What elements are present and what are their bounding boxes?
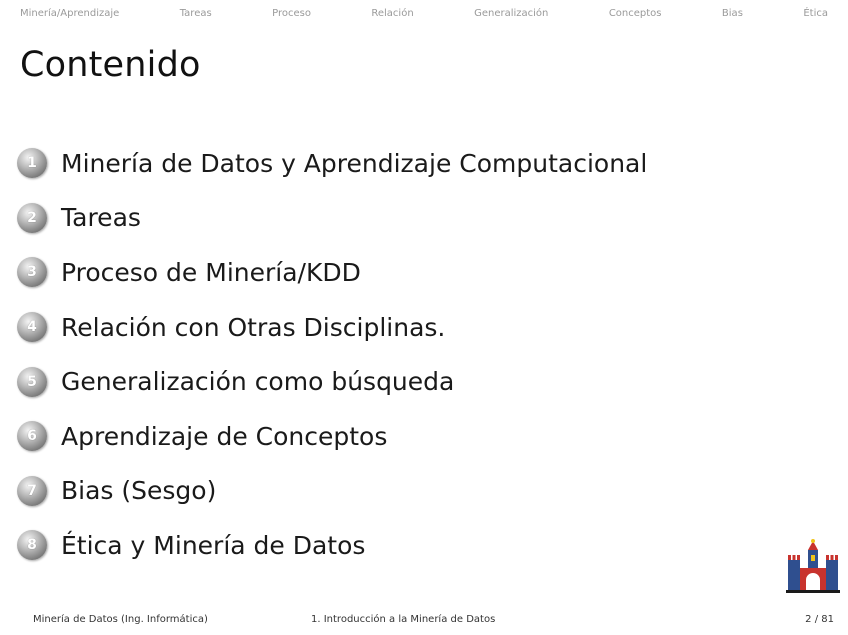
toc-label: Bias (Sesgo) [61, 476, 217, 506]
toc-number: 3 [27, 264, 37, 281]
nav-item-etica[interactable]: Ética [803, 7, 828, 19]
toc-number: 6 [27, 428, 37, 445]
nav-item-bias[interactable]: Bias [721, 7, 743, 19]
footer-course: Minería de Datos (Ing. Informática) [33, 614, 208, 625]
section-navigation [0, 0, 848, 26]
number-bullet-icon [17, 476, 47, 506]
toc-item-7[interactable] [17, 464, 647, 519]
toc-label: Tareas [61, 203, 141, 233]
toc-item-5[interactable] [17, 354, 647, 409]
page-number: 2 / 81 [805, 614, 834, 625]
number-bullet-icon [17, 367, 47, 397]
nav-item-conceptos[interactable]: Conceptos [608, 7, 662, 19]
page-title: Contenido [20, 45, 201, 85]
toc-label: Relación con Otras Disciplinas. [61, 312, 446, 342]
toc-item-3[interactable] [17, 245, 647, 300]
toc-label: Proceso de Minería/KDD [61, 257, 361, 287]
toc-number: 7 [27, 482, 37, 499]
toc-label: Ética y Minería de Datos [61, 530, 366, 560]
toc-number: 8 [27, 537, 37, 554]
toc-item-6[interactable] [17, 409, 647, 464]
nav-item-relacion[interactable]: Relación [371, 7, 414, 19]
nav-item-mineria[interactable]: Minería/Aprendizaje [20, 7, 120, 19]
toc-number: 1 [27, 155, 37, 172]
toc-label: Generalización como búsqueda [61, 367, 455, 397]
toc-number: 4 [27, 319, 37, 336]
toc-item-8[interactable] [17, 518, 647, 573]
number-bullet-icon [17, 203, 47, 233]
nav-item-proceso[interactable]: Proceso [272, 7, 311, 19]
table-of-contents [17, 136, 647, 573]
nav-item-tareas[interactable]: Tareas [179, 7, 212, 19]
toc-label: Minería de Datos y Aprendizaje Computacional [61, 148, 648, 178]
toc-item-4[interactable] [17, 300, 647, 355]
nav-item-generalizacion[interactable]: Generalización [474, 7, 549, 19]
number-bullet-icon [17, 530, 47, 560]
toc-number: 2 [27, 209, 37, 226]
toc-item-1[interactable] [17, 136, 647, 191]
number-bullet-icon [17, 257, 47, 287]
footer-section: 1. Introducción a la Minería de Datos [311, 614, 496, 625]
toc-number: 5 [27, 373, 37, 390]
number-bullet-icon [17, 421, 47, 451]
number-bullet-icon [17, 312, 47, 342]
footer [0, 612, 848, 632]
toc-label: Aprendizaje de Conceptos [61, 421, 388, 451]
university-castle-logo-icon [784, 538, 842, 596]
number-bullet-icon [17, 148, 47, 178]
toc-item-2[interactable] [17, 191, 647, 246]
